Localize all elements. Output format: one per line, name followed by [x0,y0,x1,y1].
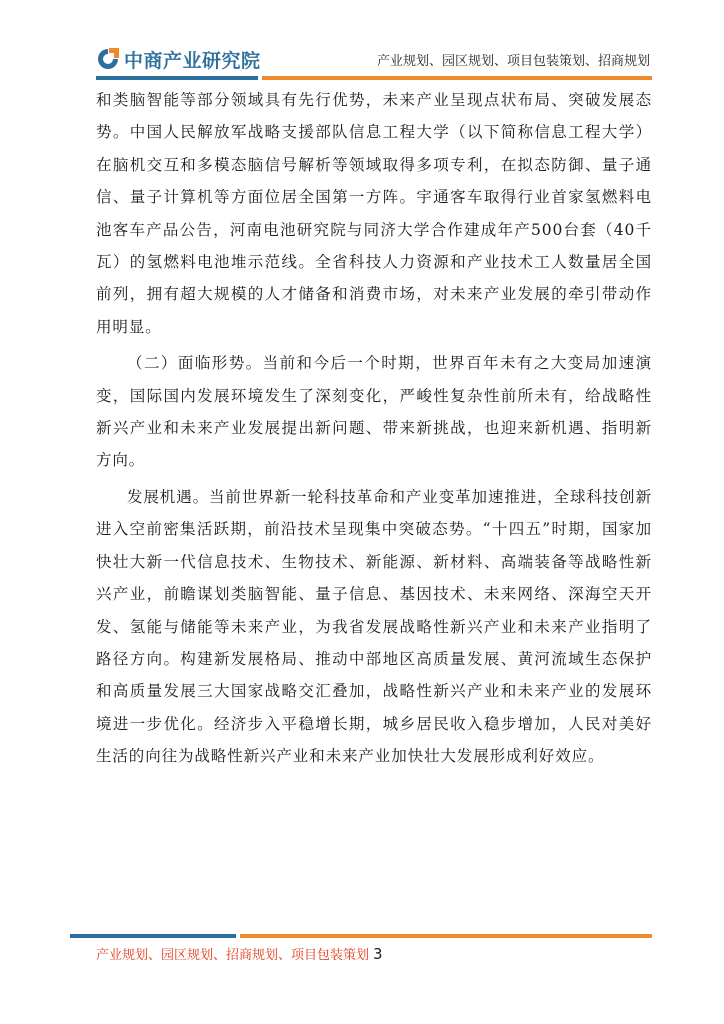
paragraph-development-opportunities: 发展机遇。当前世界新一轮科技革命和产业变革加速推进，全球科技创新进入空前密集活跃期，前沿技术呈现集中突破态势。“十四五”时期，国家加快壮大新一代信息技术、生物技术、新能源、新材料、高端装备等战略性新兴产业，前瞻谋划类脑智能、量子信息、基因技术、未来网络、深海空天开发、氢能与储能等未来产业，为我省发展战略性新兴产业和未来产业指明了路径方向。构建新发展格局、推动中部地区高质量发展、黄河流域生态保护和高质量发展三大国家战略交汇叠加，战略性新兴产业和未来产业的发展环境进一步优化。经济步入平稳增长期，城乡居民收入稳步增加，人民对美好生活的向往为战略性新兴产业和未来产业加快壮大发展形成利好效应。 [96,487,652,766]
header-tagline: 产业规划、园区规划、项目包装策划、招商规划 [376,54,650,69]
paragraph-current-situation: （二）面临形势。当前和今后一个时期，世界百年未有之大变局加速演变，国际国内发展环境发生了深刻变化，严峻性复杂性前所未有，给战略性新兴产业和未来产业发展提出新问题、带来新挑战，也迎来新机遇、指明新方向。 [96,354,652,470]
page-footer [96,944,383,963]
logo-icon [96,47,120,71]
footer-text: 产业规划、园区规划、招商规划、项目包装策划 [96,948,370,963]
footer-rule-orange [240,934,652,938]
page-number: 3 [373,945,383,963]
header-rule-blue [96,76,258,80]
paragraph-continuation: 和类脑智能等部分领域具有先行优势，未来产业呈现点状布局、突破发展态势。中国人民解放军战略支援部队信息工程大学（以下简称信息工程大学）在脑机交互和多模态脑信号解析等领域取得多项专利，在拟态防御、量子通信、量子计算机等方面位居全国第一方阵。宇通客车取得行业首家氢燃料电池客车产品公告，河南电池研究院与同济大学合作建成年产500台套（40千瓦）的氢燃料电池堆示范线。全省科技人力资源和产业技术工人数量居全国前列，拥有超大规模的人才储备和消费市场，对未来产业发展的牵引带动作用明显。 [96,91,652,336]
footer-rule-blue [70,934,236,938]
page-header [0,0,724,80]
logo [96,44,261,74]
logo-text: 中商产业研究院 [124,49,261,72]
header-rule-orange [262,76,652,80]
document-body [96,84,652,773]
